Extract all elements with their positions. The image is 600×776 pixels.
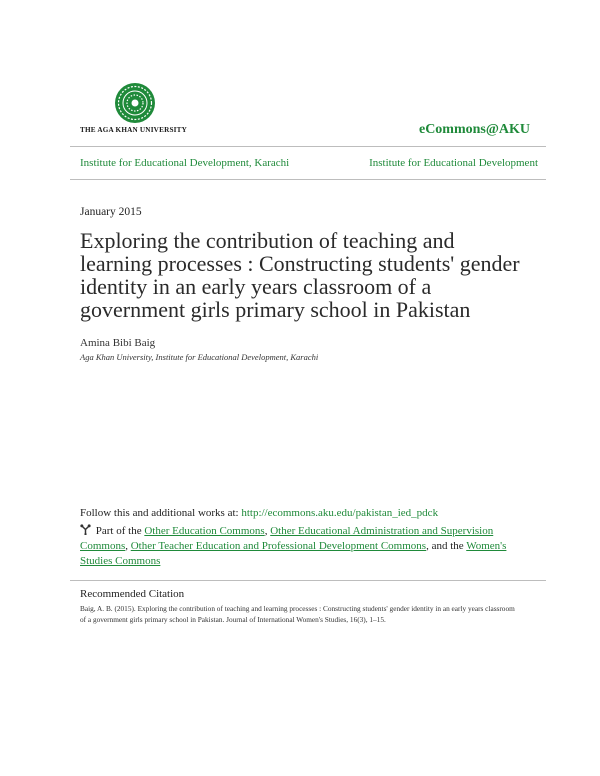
author-name: Amina Bibi Baig xyxy=(80,337,156,349)
separator: , xyxy=(125,540,128,552)
citation-heading: Recommended Citation xyxy=(80,588,185,600)
institute-link-right[interactable]: Institute for Educational Development xyxy=(369,157,538,169)
publication-date: January 2015 xyxy=(80,206,142,218)
commons-link-other-education[interactable]: Other Education Commons xyxy=(144,525,265,537)
commons-link-womens-studies[interactable]: Women's Studies Commons xyxy=(80,540,507,567)
commons-link-teacher-education[interactable]: Other Teacher Education and Professional Development Commons xyxy=(130,540,427,552)
institute-link-left[interactable]: Institute for Educational Development, Karachi xyxy=(80,157,290,169)
logo-text: THE AGA KHAN UNIVERSITY xyxy=(80,126,188,134)
follow-line xyxy=(80,507,438,519)
aku-logo-icon xyxy=(114,82,156,124)
part-of-block xyxy=(80,524,520,569)
share-icon xyxy=(80,524,91,535)
separator: , xyxy=(264,525,268,537)
citation-divider xyxy=(70,580,546,581)
institute-divider xyxy=(70,179,546,180)
citation-text: Baig, A. B. (2015). Exploring the contribution of teaching and learning processes : Constructing students' gender identity in an early years classroom of a government girls primary school in Pakistan. Journal of International Women's Studies, 16(3), 1–15. xyxy=(80,604,515,624)
follow-label: Follow this and additional works at: xyxy=(80,507,239,519)
aku-logo xyxy=(80,82,190,142)
author-affiliation: Aga Khan University, Institute for Educational Development, Karachi xyxy=(80,352,319,362)
part-of-prefix: Part of the xyxy=(95,525,142,537)
commons-link-educational-administration[interactable]: Other Educational Administration and Supervision Commons xyxy=(80,525,494,552)
repository-link[interactable]: eCommons@AKU xyxy=(418,122,530,137)
article-title: Exploring the contribution of teaching and learning processes : Constructing students' gender identity in an early years classroom of a government girls primary school in Pakistan xyxy=(80,228,520,322)
follow-url-link[interactable]: http://ecommons.aku.edu/pakistan_ied_pdck xyxy=(241,507,439,519)
header-divider xyxy=(70,146,546,147)
separator-and: , and the xyxy=(426,540,464,552)
